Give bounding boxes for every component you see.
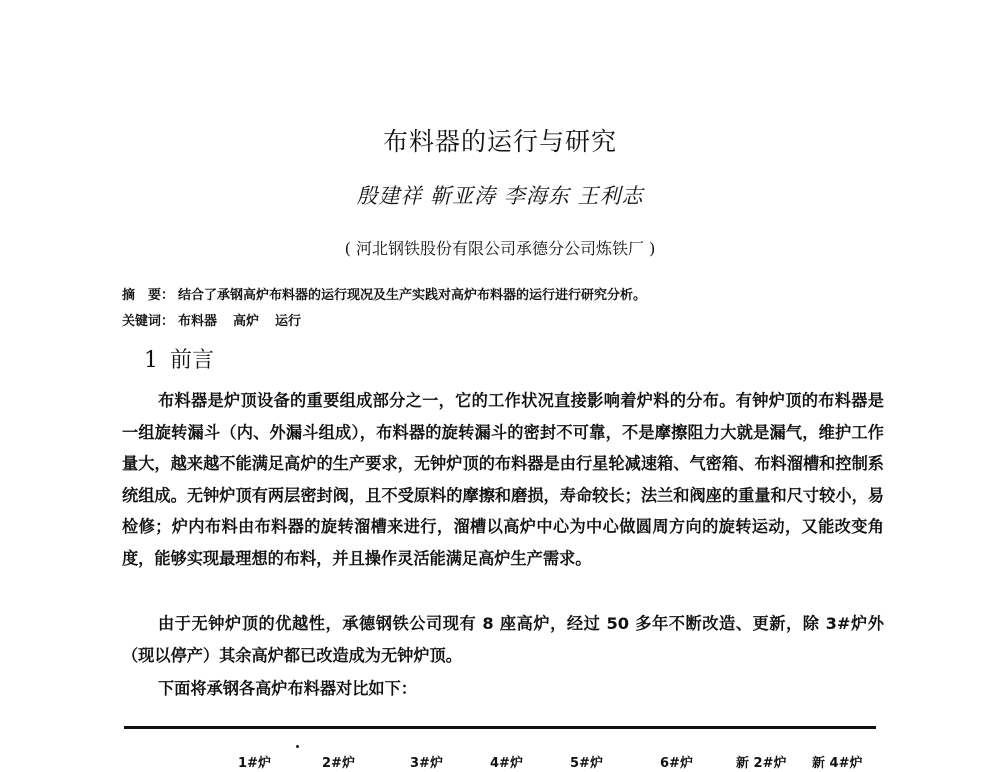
section-number: 1 (144, 348, 158, 373)
keywords-label: 关键词： (122, 314, 175, 329)
table-header-cell: 2#炉 (322, 756, 355, 771)
affiliation: ( 河北钢铁股份有限公司承德分公司炼铁厂 ) (344, 239, 656, 258)
body-paragraph: 下面将承钢各高炉布料器对比如下： (158, 679, 417, 698)
keywords (122, 310, 317, 329)
table-top-rule (124, 726, 876, 729)
abstract (122, 284, 646, 303)
keyword-item: 运行 (275, 314, 302, 329)
author-list: 殷建祥 靳亚涛 李海东 王利志 (356, 184, 644, 208)
table-header-cell: 3#炉 (410, 756, 443, 771)
section-title: 前言 (170, 348, 215, 373)
keyword-item: 高炉 (233, 314, 260, 329)
table-header-cell: 新 2#炉 (736, 756, 787, 771)
paper-title: 布料器的运行与研究 (382, 127, 617, 156)
scan-speck (296, 745, 299, 748)
abstract-label: 摘 要： (122, 288, 175, 303)
table-header-cell: 1#炉 (238, 756, 271, 771)
table-header-cell: 5#炉 (570, 756, 603, 771)
abstract-text: 结合了承钢高炉布料器的运行现况及生产实践对高炉布料器的运行进行研究分析。 (178, 288, 647, 303)
table-header-cell: 新 4#炉 (812, 756, 863, 771)
table-header-row (0, 752, 1000, 772)
body-paragraph: 布料器是炉顶设备的重要组成部分之一，它的工作状况直接影响着炉料的分布。有钟炉顶的布料器是一组旋转漏斗（内、外漏斗组成），布料器的旋转漏斗的密封不可靠，不是摩擦阻力大就是漏气，维护工作量大，越来越不能满足高炉的生产要求，无钟炉顶的布料器是由行星轮减速箱、气密箱、布料溜槽和控制系统组成。无钟炉顶有两层密封阀，且不受原料的摩擦和磨损，寿命较长；法兰和阀座的重量和尺寸较小，易检修；炉内布料由布料器的旋转溜槽来进行，溜槽以高炉中心为中心做圆周方向的旋转运动，又能改变角度，能够实现最理想的布料，并且操作灵活能满足高炉生产需求。 (122, 391, 884, 568)
keyword-item: 布料器 (178, 314, 218, 329)
table-header-cell: 4#炉 (490, 756, 523, 771)
body-paragraph: 由于无钟炉顶的优越性，承德钢铁公司现有 8 座高炉，经过 50 多年不断改造、更新，除 3#炉外（现以停产）其余高炉都已改造成为无钟炉顶。 (122, 614, 884, 665)
table-header-cell: 6#炉 (660, 756, 693, 771)
section-heading (144, 343, 214, 374)
